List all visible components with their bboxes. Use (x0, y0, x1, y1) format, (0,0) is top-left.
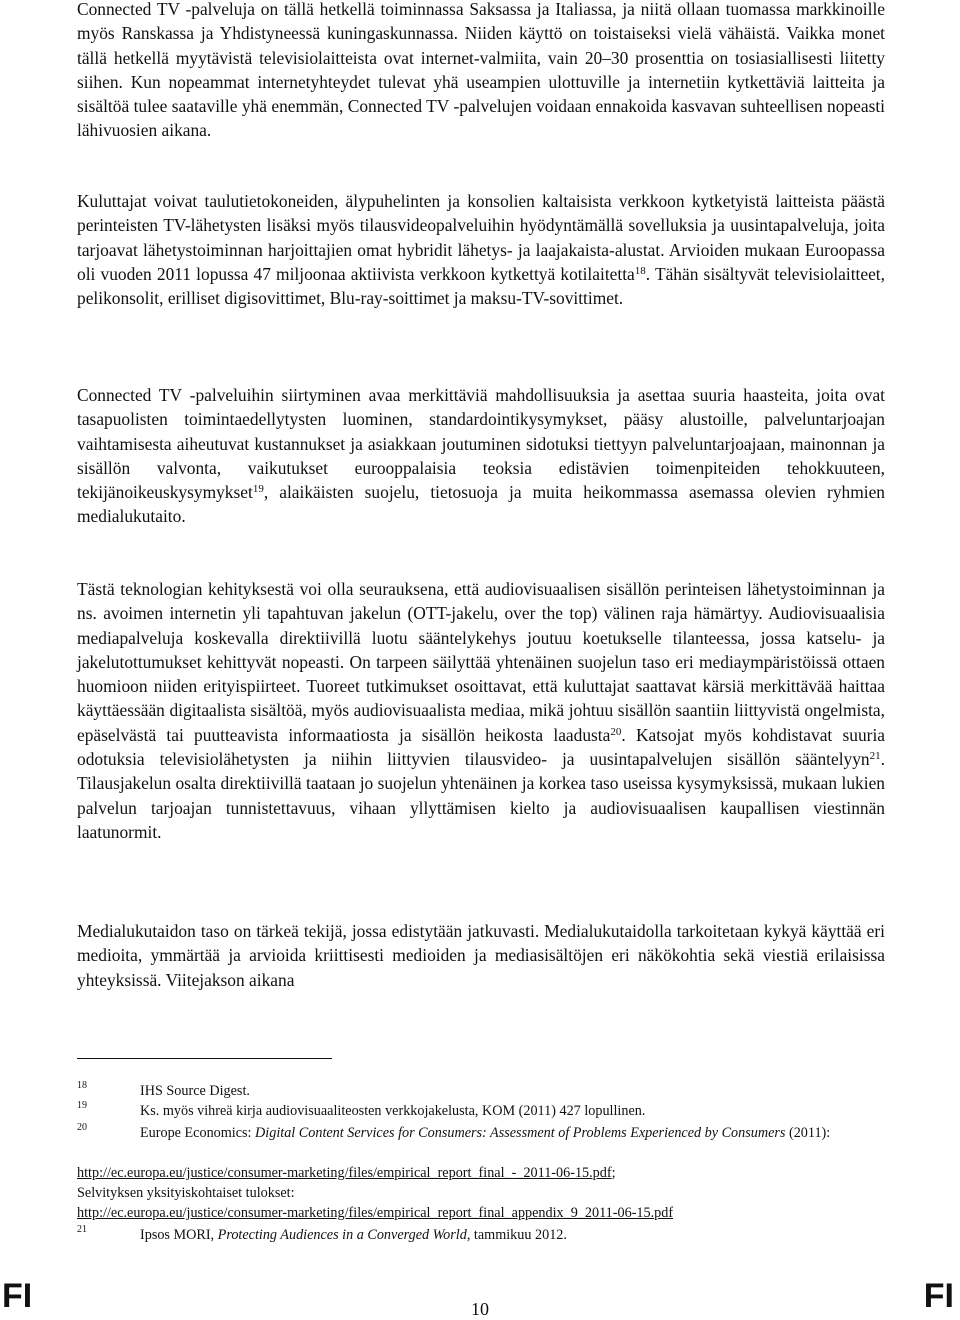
page-number: 10 (471, 1299, 489, 1319)
footnote-tail: (2011): (785, 1125, 831, 1141)
footnote-ref-18[interactable]: 18 (634, 264, 646, 277)
footnote-text: Ks. myös vihreä kirja audiovisuaaliteosten verkkojakelusta, KOM (2011) 427 lopullinen. (140, 1103, 646, 1119)
paragraph-text: , alaikäisten suojelu, tietosuoja ja muita heikommassa asemassa olevien ryhmien medialukutaito. (77, 482, 885, 527)
paragraph-text: Connected TV -palveluja on tällä hetkellä toiminnassa Saksassa ja Italiassa, ja niitä ollaan tuomassa markkinoille myös Ranskassa ja Yhdistyneessä kuningaskunnassa. Niiden käyttö on toistaiseksi vielä vähäistä. Vaikka monet tällä hetkellä myytävistä televisiolaitteista ovat internet-valmiita, vain 20–30 prosenttia on tosiasiallisesti liitetty siihen. Kun nopeammat internetyhteydet tulevat yhä useampien ulottuville ja internetiin kytkettäviä laitteita ja sisältöä tulee saataville yhä enemmän, Connected TV -palvelujen voidaan ennakoida kasvavan suhteellisen nopeasti lähivuosien aikana. (77, 0, 885, 141)
footnote-tail: , tammikuu 2012. (466, 1227, 567, 1243)
footnote-text (140, 1124, 900, 1143)
footnote-link-line (77, 1164, 897, 1183)
paragraph-text: . Tilausjakelun osalta direktiivillä taataan jo suojelun yhtenäinen ja korkea taso useissa kysymyksissä, mukaan lukien palvelun tarjoajan tunnistettavuus, vihaan yllyttämisen kielto ja audiovisuaalisen kaupallisen viestinnän laatunormit. (77, 749, 885, 842)
paragraph-text: . Katsojat myös kohdistavat suuria odotuksia televisiolähetysten ja niihin liittyvien tilausvideo- ja uusintapalvelujen sisällön sääntelyyn (77, 724, 885, 770)
appendix-link[interactable] (77, 1204, 897, 1223)
footnote-ref-21[interactable]: 21 (869, 750, 881, 763)
language-code-left: FI (2, 1277, 33, 1315)
paragraph-text: Kuluttajat voivat taulutietokoneiden, älypuhelinten ja konsolien kaltaisista verkkoon kytketyistä laitteista päästä perinteisten TV-lähetysten lisäksi myös tilausvideopalveluihin hyödyntämällä sovelluksia ja uusintapalveluja, joita tarjoavat lähetystoiminnan harjoittajien omat hybridit lähetys- ja laajakaista-alustat. Arvioiden mukaan Euroopassa oli vuoden 2011 lopussa 47 miljoonaa aktiivista verkkoon kytkettyä kotilaitetta (77, 191, 885, 284)
footnote-separator (77, 1058, 332, 1059)
paragraph-regulation (77, 577, 885, 844)
footnote-number: 19 (77, 1100, 87, 1111)
paragraph-media-literacy (77, 919, 885, 992)
paragraph-text: Connected TV -palveluihin siirtyminen avaa merkittäviä mahdollisuuksia ja asettaa suuria haasteita, joita ovat tasapuolisten toimintaedellytysten luominen, standardointikysymykset, pääsy alustoille, palveluntarjoajan vaihtamisesta aiheutuvat kustannukset ja asiakkaan joutuminen sidotuksi tiettyyn palveluntarjoajaan, mainonnan ja sisällön valvonta, vaikutukset eurooppalaisia teoksia edistävien toimenpiteiden tehokkuuteen, tekijänoikeuskysymykset (77, 385, 885, 503)
report-link[interactable]: http://ec.europa.eu/justice/consumer-marketing/files/empirical_report_final_-_2011-06-15.pdf (77, 1165, 612, 1181)
paragraph-text: Medialukutaidon taso on tärkeä tekijä, jossa edistytään jatkuvasti. Medialukutaidolla tarkoitetaan kykyä käyttää eri medioita, ymmärtää ja arvioida kriittisesti medioiden ja mediasisältöjen eri näkökohtia sekä viestiä erilaisissa yhteyksissä. Viitejakson aikana (77, 921, 885, 990)
report-title: Digital Content Services for Consumers: Assessment of Problems Experienced by Consumers (255, 1125, 786, 1141)
footnote-ref-20[interactable]: 20 (610, 725, 622, 738)
footnote-lead: Ipsos MORI, (140, 1227, 218, 1243)
footnote-text (140, 1226, 900, 1245)
paragraph-connected-tv-status (77, 0, 885, 143)
paragraph-challenges (77, 383, 885, 529)
footnote-number: 21 (77, 1224, 87, 1235)
language-code-right: FI (923, 1277, 954, 1315)
paragraph-text: Tästä teknologian kehityksestä voi olla seurauksena, että audiovisuaalisen sisällön perinteisen lähetystoiminnan ja ns. avoimen internetin yli tapahtuvan jakelun (OTT-jakelu, over the top) välinen raja hämärtyy. Audiovisuaalisia mediapalveluja koskevalla direktiivillä luotu sääntelykehys joutuu koetukselle tilanteessa, jossa katselu- ja jakelutottumukset kehittyvät nopeasti. On tarpeen säilyttää yhtenäinen suojelun taso eri mediaympäristöissä ottaen huomioon niiden erityispiirteet. Tuoreet tutkimukset osoittavat, että kuluttajat saattavat kärsiä merkittävää haittaa käyttäessään digitaalista sisältöä, myös audiovisuaalista mediaa, mikä johtuu sisällön saantiin liittyvistä ongelmista, epäselvästä tai puutteavista informaatiosta ja sisällön heikosta laadusta (77, 579, 885, 745)
footnote-lead: Europe Economics: (140, 1125, 256, 1141)
footnote-number: 20 (77, 1122, 87, 1133)
report-title: Protecting Audiences in a Converged World (217, 1227, 467, 1243)
appendix-link-text[interactable]: http://ec.europa.eu/justice/consumer-marketing/files/empirical_report_final_appendix_9_2011-06-15.pdf (77, 1205, 674, 1221)
link-separator: ; (611, 1165, 616, 1181)
footnote-note: Selvityksen yksityiskohtaiset tulokset: (77, 1185, 295, 1201)
paragraph-consumer-devices (77, 189, 885, 310)
paragraph-text: . Tähän sisältyvät televisiolaitteet, pelikonsolit, erilliset digisovittimet, Blu-ray-soittimet ja maksu-TV-sovittimet. (77, 263, 885, 309)
footnote-ref-19[interactable]: 19 (252, 483, 264, 496)
footnote-number: 18 (77, 1080, 87, 1091)
footnote-text: IHS Source Digest. (140, 1083, 250, 1099)
